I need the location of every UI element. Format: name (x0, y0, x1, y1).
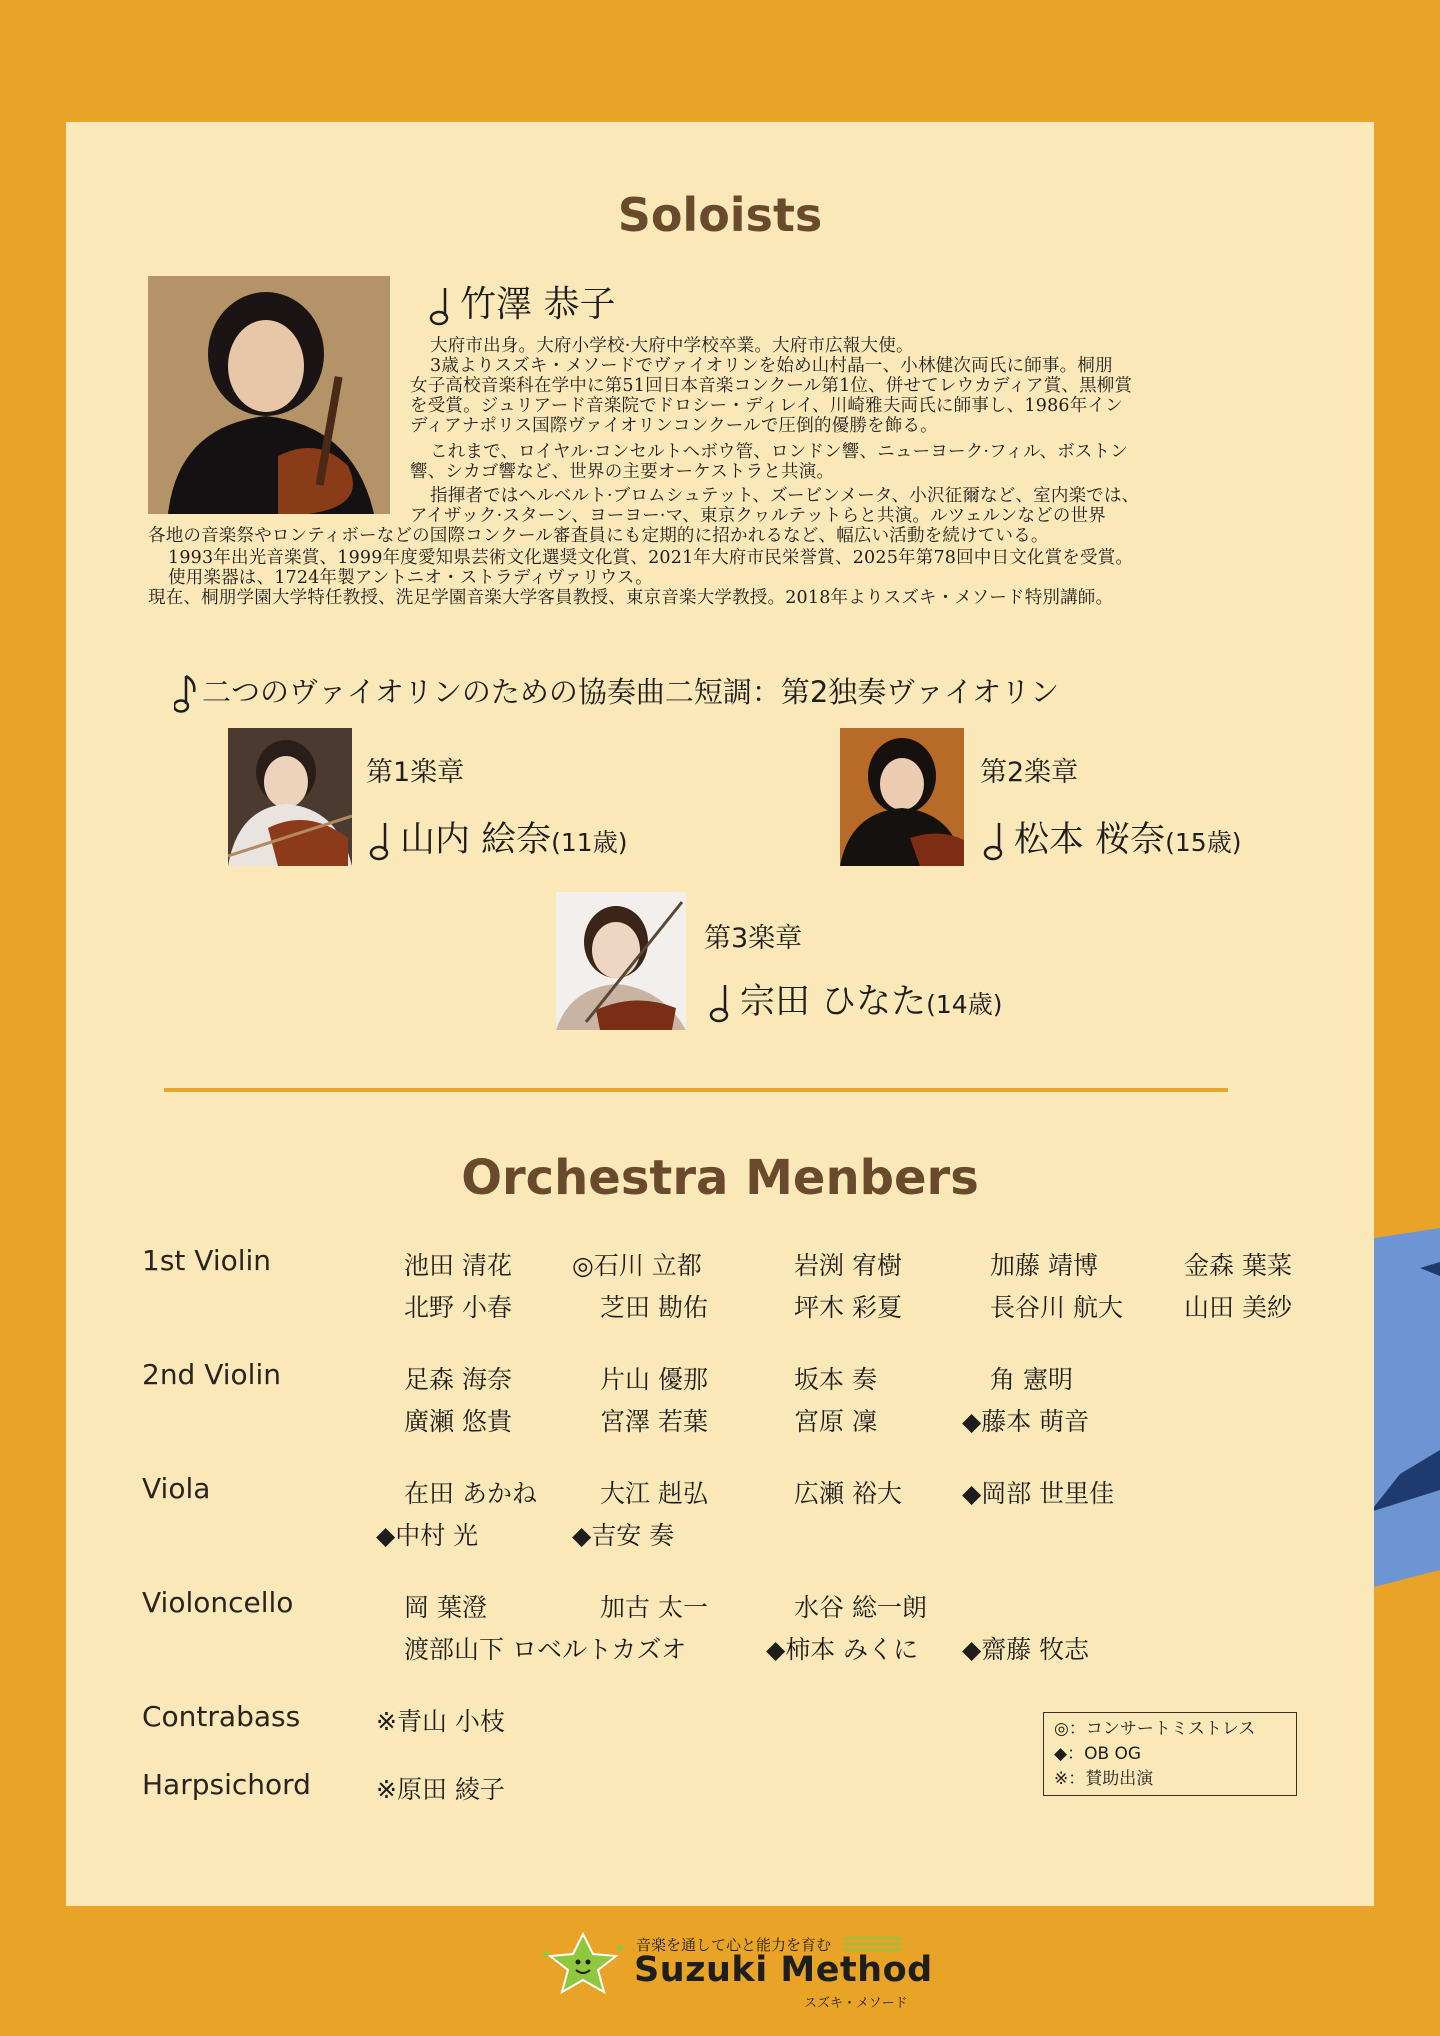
work-title-row (174, 670, 1059, 714)
movement-label: 第3楽章 (704, 923, 803, 954)
member: ※原田 綾子 (376, 1775, 505, 1804)
section-label: Harpsichord (142, 1768, 311, 1801)
member: 水谷 総一朗 (794, 1593, 927, 1622)
member: 芝田 勘佑 (600, 1293, 708, 1322)
member: 角 憲明 (990, 1365, 1073, 1394)
eighth-note-icon (174, 674, 198, 714)
half-note-icon (708, 983, 730, 1023)
bio-line: これまで、ロイヤル·コンセルトヘボウ管、ロンドン響、ニューヨーク·フィル、ボストン (430, 442, 1128, 462)
player-name-row (982, 812, 1241, 862)
member: 在田 あかね (404, 1479, 537, 1508)
soloists-heading: Soloists (617, 188, 823, 242)
star-logo-icon (540, 1932, 626, 1994)
member: 長谷川 航大 (990, 1293, 1123, 1322)
bio-line: を受賞。ジュリアード音楽院でドロシー・ディレイ、川崎雅夫両氏に師事し、1986年イン (410, 396, 1123, 416)
member: 宮原 凜 (794, 1407, 877, 1436)
member: 宮澤 若葉 (600, 1407, 708, 1436)
member: 坪木 彩夏 (794, 1293, 902, 1322)
main-soloist-name: 竹澤 恭子 (460, 284, 616, 325)
player-name: 松本 桜奈 (1014, 820, 1166, 860)
section-divider (164, 1088, 1228, 1092)
bio-line: アイザック·スターン、ヨーヨー·マ、東京クヮルテットらと共演。ルツェルンなどの世界 (410, 506, 1106, 526)
member: 渡部山下 ロベルトカズオ (404, 1635, 687, 1664)
main-soloist-name-row (428, 276, 615, 327)
member: 坂本 奏 (794, 1365, 877, 1394)
bio-line: 響、シカゴ響など、世界の主要オーケストラと共演。 (410, 462, 835, 482)
player-age: (14歳) (926, 990, 1003, 1019)
member: ◆藤本 萌音 (962, 1407, 1090, 1436)
member: 廣瀬 悠貴 (404, 1407, 512, 1436)
member: ◎石川 立都 (572, 1251, 702, 1280)
player-photo-matsumoto (840, 728, 964, 866)
member: ◆岡部 世里佳 (962, 1479, 1115, 1508)
member: ◆柿本 みくに (766, 1635, 919, 1664)
soloist-photo-takezawa (148, 276, 390, 514)
member: 山田 美紗 (1184, 1293, 1292, 1322)
half-note-icon (368, 821, 390, 861)
legend-item: ◎：コンサートミストレス (1054, 1719, 1256, 1739)
bio-line: 各地の音楽祭やロンティボーなどの国際コンクール審査員にも定期的に招かれるなど、幅広い活動を続けている。 (148, 526, 1049, 546)
work-title: 二つのヴァイオリンのための協奏曲二短調：第2独奏ヴァイオリン (202, 675, 1060, 709)
bio-line: 指揮者ではヘルベルト·ブロムシュテット、ズービンメータ、小沢征爾など、室内楽では、 (430, 486, 1140, 506)
section-label: 1st Violin (142, 1244, 272, 1277)
member: 池田 清花 (404, 1251, 512, 1280)
member: ◆吉安 奏 (572, 1521, 675, 1550)
bio-line: 女子高校音楽科在学中に第51回日本音楽コンクール第1位、併せてレウカディア賞、黒柳賞 (410, 376, 1133, 396)
member: 岩渕 宥樹 (794, 1251, 902, 1280)
member: 加藤 靖博 (990, 1251, 1098, 1280)
player-name: 宗田 ひなた (740, 982, 927, 1022)
bio-line: 現在、桐朋学園大学特任教授、洗足学園音楽大学客員教授、東京音楽大学教授。2018年よりスズキ・メソード特別講師。 (148, 588, 1114, 608)
orchestra-heading: Orchestra Menbers (461, 1150, 979, 1206)
movement-label: 第1楽章 (366, 757, 465, 788)
member: 足森 海奈 (404, 1365, 512, 1394)
player-name-row (708, 974, 1002, 1024)
program-card (66, 122, 1374, 1906)
half-note-icon (428, 286, 450, 326)
half-note-icon (982, 821, 1004, 861)
legend-box (1043, 1712, 1297, 1796)
legend-item: ※：賛助出演 (1054, 1769, 1154, 1789)
player-name: 山内 絵奈 (400, 820, 552, 860)
player-photo-muneta (556, 892, 686, 1030)
player-age: (11歳) (551, 828, 628, 857)
section-label: 2nd Violin (142, 1358, 281, 1391)
legend-item: ◆：OB OG (1054, 1744, 1142, 1764)
section-label: Violoncello (142, 1586, 294, 1619)
bio-line: 大府市出身。大府小学校·大府中学校卒業。大府市広報大使。 (430, 336, 914, 356)
member: ◆中村 光 (376, 1521, 479, 1550)
player-age: (15歳) (1165, 828, 1242, 857)
player-name-row (368, 812, 627, 862)
section-label: Viola (142, 1472, 211, 1505)
movement-label: 第2楽章 (980, 757, 1079, 788)
footer-brand: Suzuki Method (634, 1950, 933, 1990)
footer-brand-kana: スズキ・メソード (804, 1996, 908, 2011)
member: 金森 葉菜 (1184, 1251, 1292, 1280)
member: ◆齋藤 牧志 (962, 1635, 1090, 1664)
player-photo-yamauchi (228, 728, 352, 866)
member: ※青山 小枝 (376, 1707, 505, 1736)
bio-line: 使用楽器は、1724年製アントニオ・ストラディヴァリウス。 (168, 568, 653, 588)
member: 片山 優那 (600, 1365, 708, 1394)
member: 大江 赳弘 (600, 1479, 708, 1508)
section-label: Contrabass (142, 1700, 301, 1733)
bio-line: 3歳よりスズキ・メソードでヴァイオリンを始め山村晶一、小林健次両氏に師事。桐朋 (430, 356, 1113, 376)
bio-line: ディアナポリス国際ヴァイオリンコンクールで圧倒的優勝を飾る。 (410, 416, 938, 436)
member: 北野 小春 (404, 1293, 512, 1322)
bio-line: 1993年出光音楽賞、1999年度愛知県芸術文化選奨文化賞、2021年大府市民栄誉賞、2025年第78回中日文化賞を受賞。 (168, 548, 1134, 568)
member: 広瀬 裕大 (794, 1479, 902, 1508)
member: 加古 太一 (600, 1593, 708, 1622)
footer-tagline: 音楽を通して心と能力を育む (636, 1936, 832, 1954)
member: 岡 葉澄 (404, 1593, 487, 1622)
